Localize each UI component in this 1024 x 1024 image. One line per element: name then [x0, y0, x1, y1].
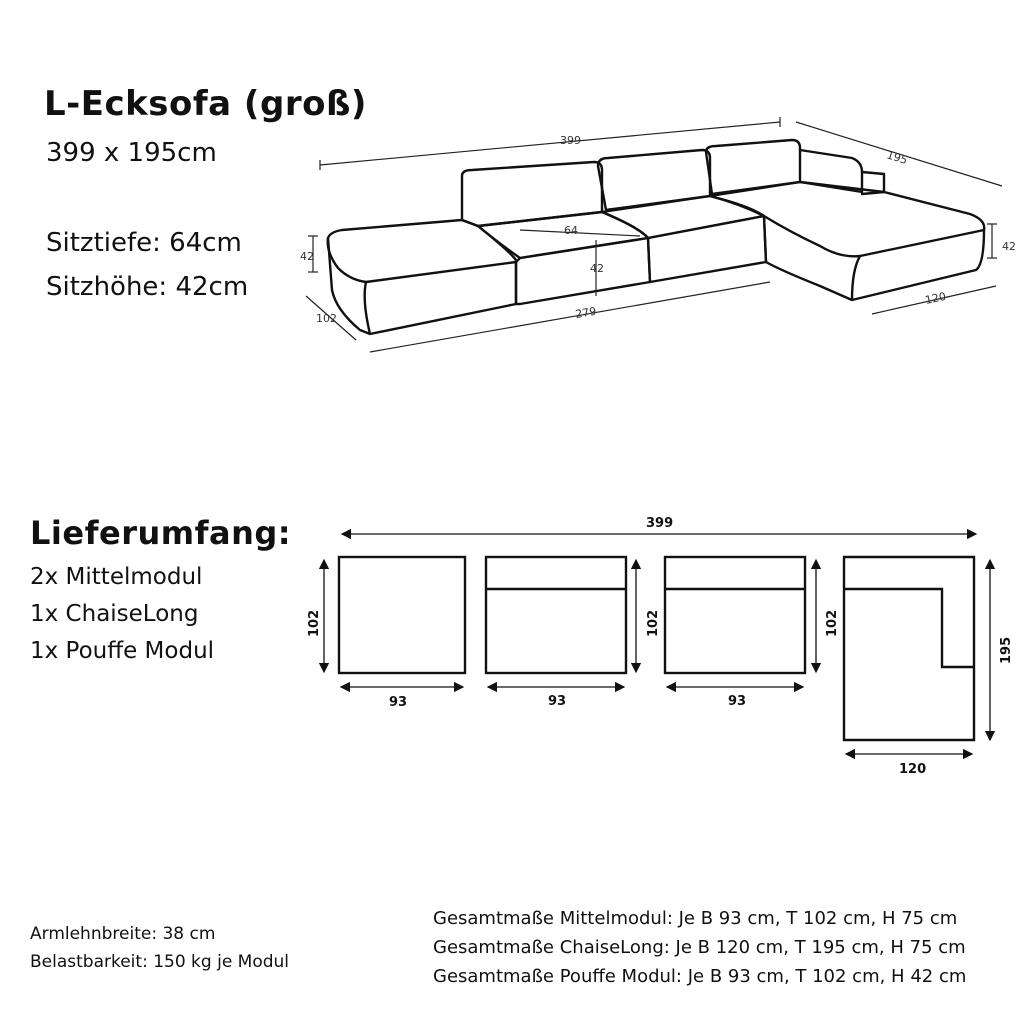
dim-chaise-depth: 195: [885, 148, 910, 168]
seat-depth: Sitztiefe: 64cm: [46, 228, 242, 258]
backrest-1: [462, 162, 602, 226]
plan-dim-mid1-depth: 102: [646, 609, 661, 637]
plan-dim-pouffe-width: 93: [389, 695, 408, 710]
scope-item-chaiselong: 1x ChaiseLong: [30, 601, 199, 627]
dim-height-left: 42: [300, 250, 314, 263]
scope-heading: Lieferumfang:: [30, 514, 292, 552]
plan-dim-mid1-width: 93: [548, 694, 567, 709]
product-size: 399 x 195cm: [46, 138, 217, 168]
plan-dim-total: 399: [646, 516, 674, 531]
dim-front-length: 279: [574, 304, 598, 321]
mid1-body: [516, 238, 650, 304]
plan-dim-chaise-depth: 195: [999, 636, 1014, 664]
spec-mittelmodul: Gesamtmaße Mittelmodul: Je B 93 cm, T 102 cm, H 75 cm: [433, 908, 958, 929]
spec-pouffe: Gesamtmaße Pouffe Modul: Je B 93 cm, T 102 cm, H 42 cm: [433, 966, 967, 987]
plan-dimensions: [324, 534, 990, 754]
dim-chaise-width: 120: [923, 289, 948, 307]
product-title: L-Ecksofa (groß): [44, 84, 367, 124]
pouffe-top: [328, 220, 517, 282]
plan-dim-mid2-width: 93: [728, 694, 747, 709]
dim-total-width: 399: [560, 134, 581, 147]
dim-module-depth: 102: [316, 312, 337, 325]
plan-mid1: [486, 557, 626, 673]
dim-height-right: 42: [1002, 240, 1016, 253]
scope-item-mittelmodul: 2x Mittelmodul: [30, 564, 203, 590]
plan-mid2: [665, 557, 805, 673]
spec-load-capacity: Belastbarkeit: 150 kg je Modul: [30, 952, 290, 972]
plan-chaise: [844, 557, 974, 740]
backrest-3: [706, 140, 800, 194]
plan-dim-chaise-width: 120: [899, 762, 927, 777]
plan-dim-mid2-depth: 102: [825, 609, 840, 637]
backrest-2: [598, 150, 710, 210]
plan-view: [339, 557, 974, 740]
seat-height: Sitzhöhe: 42cm: [46, 272, 249, 302]
dim-seat-height: 42: [590, 262, 604, 275]
spec-chaiselong: Gesamtmaße ChaiseLong: Je B 120 cm, T 195 cm, H 75 cm: [433, 937, 966, 958]
perspective-sofa: [328, 140, 985, 334]
plan-pouffe: [339, 557, 465, 673]
chaise-body: [764, 216, 984, 300]
pouffe-body: [328, 238, 516, 334]
scope-item-pouffe: 1x Pouffe Modul: [30, 638, 215, 664]
mid2-body: [648, 216, 766, 282]
dim-seat-depth: 64: [564, 224, 578, 237]
spec-armrest-width: Armlehnbreite: 38 cm: [30, 924, 216, 944]
plan-dim-pouffe-depth: 102: [307, 609, 322, 637]
